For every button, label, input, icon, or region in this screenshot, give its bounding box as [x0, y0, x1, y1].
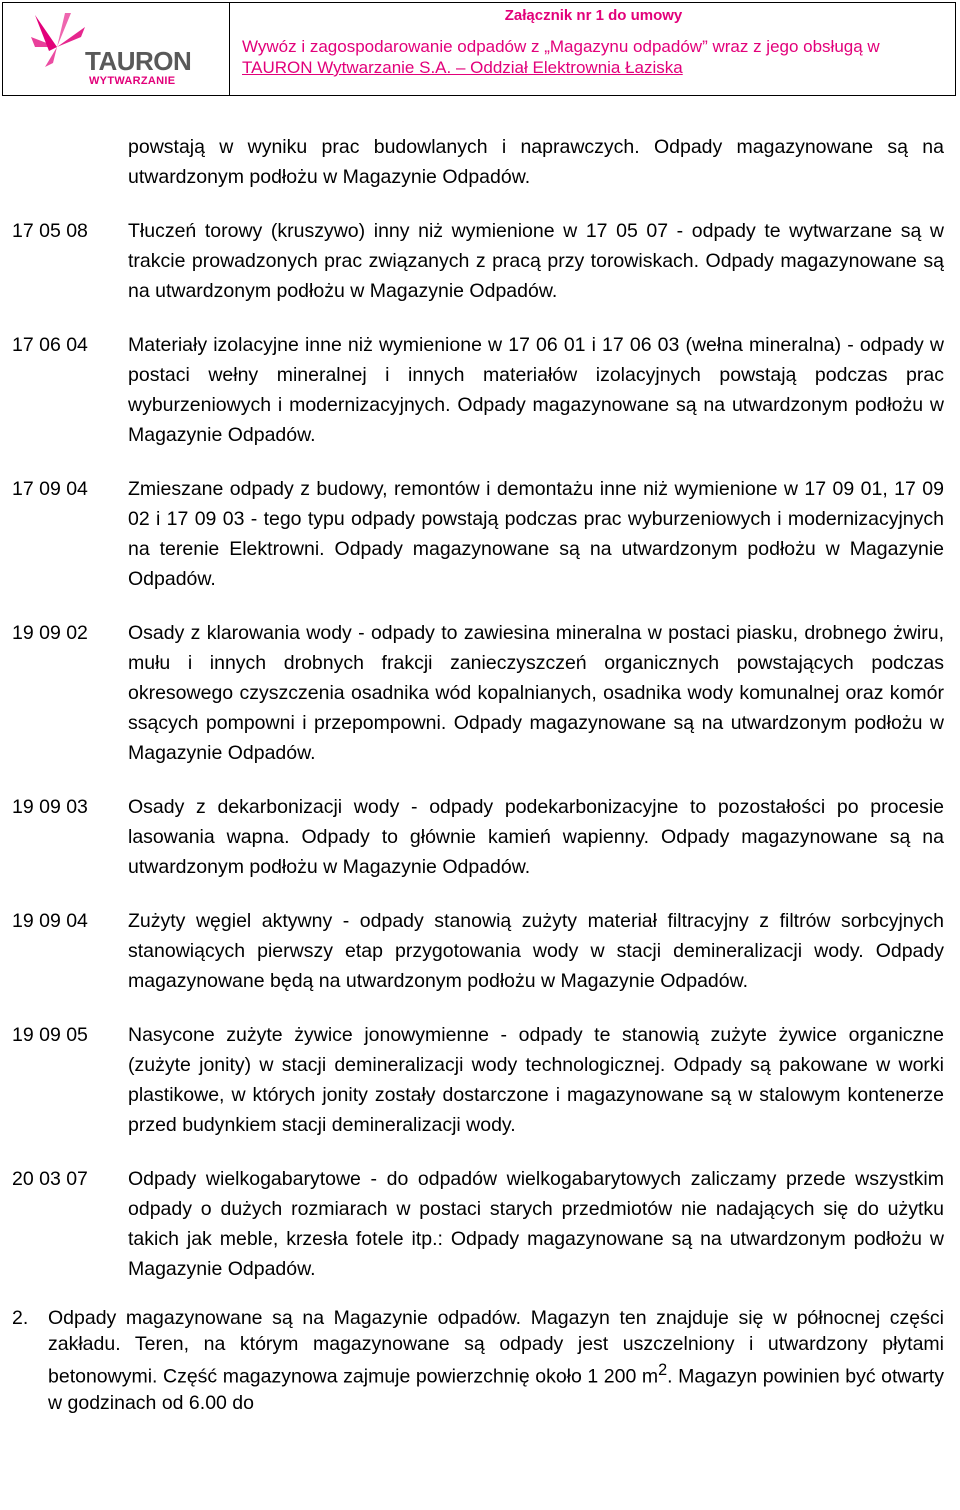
- waste-entry: [0, 906, 960, 996]
- point-number: 2.: [12, 1307, 29, 1329]
- point-2-text-before: Odpady magazynowane są na Magazynie odpadów. Magazyn ten znajduje się w północnej części zakładu. Teren, na którym magazynowane są odpady jest uszczelniony i utwardzony płytami betonowymi. Część magazynowa zajmuje powierzchnię około 1 200 m: [48, 1307, 944, 1388]
- contract-subject: [242, 36, 945, 78]
- waste-entry: [0, 792, 960, 882]
- waste-entry: [0, 1164, 960, 1284]
- waste-description: Tłuczeń torowy (kruszywo) inny niż wymienione w 17 05 07 - odpady te wytwarzane są w trakcie prowadzonych prac związanych z pracą przy torowiskach. Odpady magazynowane są na utwardzonym podłożu w Magazynie Odpadów.: [128, 220, 944, 302]
- waste-description: Zmieszane odpady z budowy, remontów i demontażu inne niż wymienione w 17 09 01, 17 09 02 i 17 09 03 - tego typu odpady powstają podczas prac wyburzeniowych i modernizacyjnych na terenie Elektrowni. Odpady magazynowane są na utwardzonym podłożu w Magazynie Odpadów.: [128, 478, 944, 590]
- waste-description: Osady z dekarbonizacji wody - odpady podekarbonizacyjne to pozostałości po procesie lasowania wapna. Odpady to głównie kamień wapienny. Odpady magazynowane są na utwardzonym podłożu w Magazynie Odpadów.: [128, 796, 944, 878]
- header-text: [230, 3, 955, 95]
- waste-code: 17 05 08: [12, 220, 88, 242]
- waste-code: 19 09 05: [12, 1024, 88, 1046]
- waste-code: 17 09 04: [12, 478, 88, 500]
- intro-paragraph: [0, 132, 960, 192]
- document-header: [2, 2, 956, 96]
- point-2-text: [48, 1305, 944, 1416]
- subject-line-2: TAURON Wytwarzanie S.A. – Oddział Elektrownia Łaziska: [242, 58, 683, 77]
- subject-line-1: Wywóz i zagospodarowanie odpadów z „Magazynu odpadów” wraz z jego obsługą w: [242, 37, 880, 56]
- point-2-paragraph: [0, 1305, 960, 1416]
- waste-entry: [0, 216, 960, 306]
- intro-text: powstają w wyniku prac budowlanych i naprawczych. Odpady magazynowane są na utwardzonym podłożu w Magazynie Odpadów.: [128, 136, 944, 188]
- waste-description: Zużyty węgiel aktywny - odpady stanowią zużyty materiał filtracyjny z filtrów sorbcyjnych stanowiących pierwszy etap przygotowania wody w stacji demineralizacji wody. Odpady magazynowane będą na utwardzonym podłożu w Magazynie Odpadów.: [128, 910, 944, 992]
- logo-subtitle: WYTWARZANIE: [89, 75, 176, 87]
- waste-entry: [0, 618, 960, 768]
- waste-code: 17 06 04: [12, 334, 88, 356]
- point-2-text-after: . Magazyn powinien być otwarty w godzinach od 6.00 do: [48, 1365, 944, 1414]
- area-unit-superscript: 2: [658, 1361, 668, 1379]
- waste-entry: [0, 330, 960, 450]
- waste-description: Materiały izolacyjne inne niż wymienione w 17 06 01 i 17 06 03 (wełna mineralna) - odpady w postaci wełny mineralnej i innych materiałów izolacyjnych powstają podczas prac wyburzeniowych i modernizacyjnych. Odpady magazynowane są na utwardzonym podłożu w Magazynie Odpadów.: [128, 334, 944, 446]
- waste-code: 19 09 02: [12, 622, 88, 644]
- logo-cell: [3, 3, 230, 95]
- waste-description: Osady z klarowania wody - odpady to zawiesina mineralna w postaci piasku, drobnego żwiru, mułu i innych drobnych frakcji zanieczyszczeń organicznych powstających podczas okresowego czyszczenia osadnika wód kopalnianych, osadnika wody komunalnej oraz komór ssących pompowni i przepompowni. Odpady magazynowane są na utwardzonym podłożu w Magazynie Odpadów.: [128, 622, 944, 764]
- waste-description: Odpady wielkogabarytowe - do odpadów wielkogabarytowych zaliczamy przede wszystkim odpady o dużych rozmiarach w postaci starych przedmiotów nie nadających się do użytku takich jak meble, krzesła fotele itp.: Odpady magazynowane są na utwardzonym podłożu w Magazynie Odpadów.: [128, 1168, 944, 1280]
- waste-code: 19 09 04: [12, 910, 88, 932]
- waste-description: Nasycone zużyte żywice jonowymienne - odpady te stanowią zużyte żywice organiczne (zużyte jonity) w stacji demineralizacji wody technologicznej. Odpady są pakowane w worki plastikowe, w których jonity zostały dostarczone i magazynowane są w stalowym kontenerze przed budynkiem stacji demineralizacji wody.: [128, 1024, 944, 1136]
- waste-code: 19 09 03: [12, 796, 88, 818]
- logo-wordmark: TAURON: [85, 46, 192, 76]
- waste-entry: [0, 1020, 960, 1140]
- attachment-label: Załącznik nr 1 do umowy: [504, 7, 683, 24]
- document-body: [0, 132, 960, 1416]
- waste-code: 20 03 07: [12, 1168, 88, 1190]
- tauron-logo-icon: [27, 7, 91, 73]
- waste-entry: [0, 474, 960, 594]
